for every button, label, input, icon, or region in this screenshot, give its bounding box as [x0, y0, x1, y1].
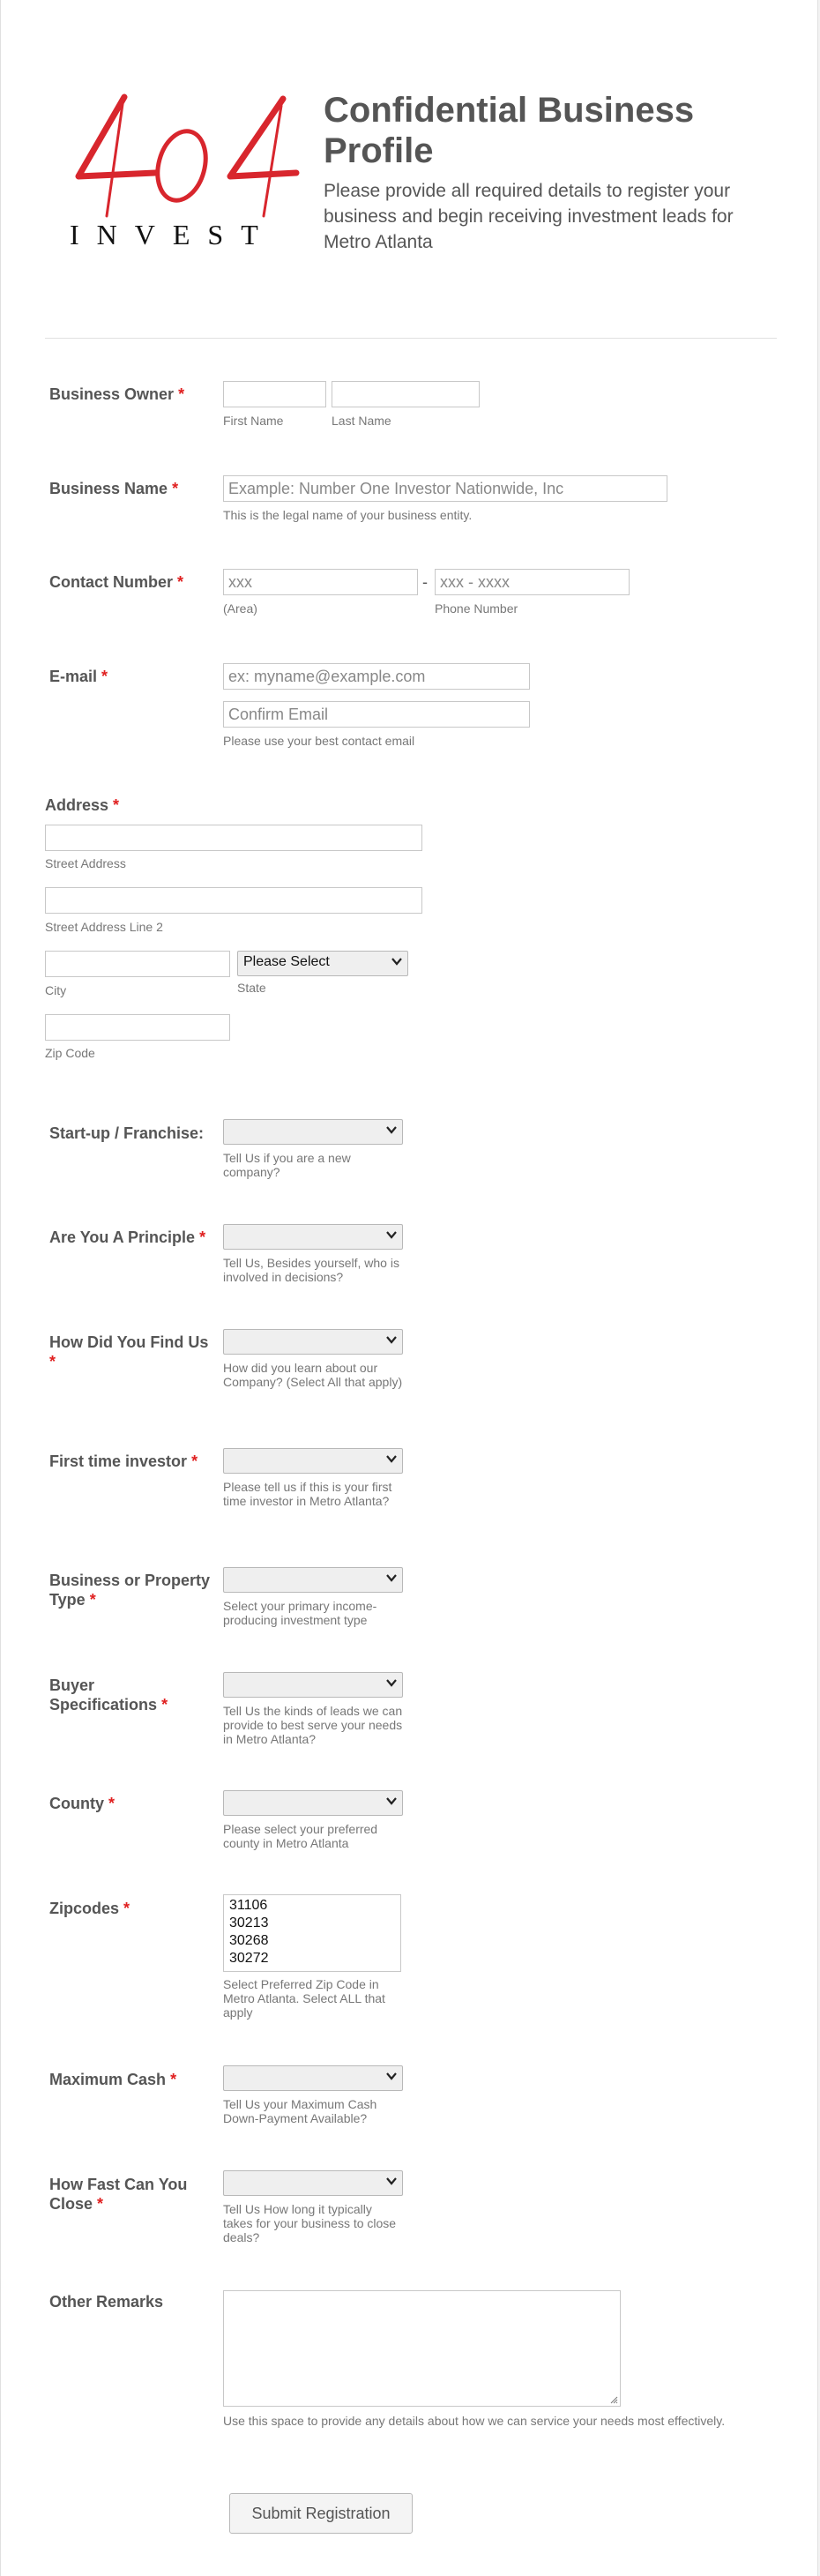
- max-cash-help: Tell Us your Maximum Cash Down-Payment Available?: [223, 2097, 377, 2125]
- remarks-help: Use this space to provide any details about how we can service your needs most effectively.: [223, 2414, 726, 2428]
- chevron-down-icon: [385, 2070, 398, 2082]
- first-time-help: Please tell us if this is your first time investor in Metro Atlanta?: [223, 1480, 392, 1508]
- zip-code-input[interactable]: [45, 1014, 230, 1041]
- email-label: E-mail *: [49, 668, 108, 685]
- property-type-label: Business or Property Type *: [49, 1572, 211, 1609]
- property-type-select[interactable]: [223, 1567, 403, 1593]
- chevron-down-icon: [385, 1228, 398, 1241]
- remarks-label: Other Remarks: [49, 2293, 164, 2311]
- phone-sublabel: Phone Number: [435, 601, 518, 616]
- principle-label: Are You A Principle *: [49, 1228, 206, 1246]
- chevron-down-icon: [385, 1676, 398, 1689]
- area-code-input[interactable]: xxx: [223, 569, 418, 595]
- area-sublabel: (Area): [223, 601, 257, 616]
- max-cash-select[interactable]: [223, 2065, 403, 2091]
- buyer-specs-label: Buyer Specifications *: [49, 1676, 168, 1714]
- buyer-specs-help: Tell Us the kinds of leads we can provide to best serve your needs in Metro Atlanta?: [223, 1704, 403, 1746]
- zipcode-option[interactable]: 30272: [229, 1951, 269, 1966]
- remarks-textarea[interactable]: [223, 2290, 621, 2407]
- submit-button[interactable]: Submit Registration: [229, 2493, 413, 2534]
- page-description: Please provide all required details to register your business and begin receiving investment leads for Metro Atlanta: [324, 181, 734, 252]
- chevron-down-icon: [385, 1795, 398, 1807]
- chevron-down-icon: [391, 955, 403, 967]
- find-us-label: How Did You Find Us *: [49, 1333, 209, 1370]
- first-name-sublabel: First Name: [223, 414, 284, 428]
- page-title: Confidential Business Profile: [324, 91, 695, 170]
- logo-404-mark: [63, 88, 301, 220]
- email-help: Please use your best contact email: [223, 734, 415, 748]
- startup-help: Tell Us if you are a new company?: [223, 1151, 351, 1179]
- logo-word: INVEST: [70, 219, 276, 250]
- chevron-down-icon: [385, 2175, 398, 2187]
- phone-number-input[interactable]: xxx - xxxx: [435, 569, 630, 595]
- header-divider: [45, 338, 777, 339]
- zipcodes-listbox[interactable]: [223, 1894, 401, 1972]
- zipcode-option[interactable]: 30213: [229, 1915, 269, 1930]
- find-us-help: How did you learn about our Company? (Select All that apply): [223, 1361, 403, 1389]
- email-input[interactable]: ex: myname@example.com: [223, 663, 530, 690]
- zipcode-option[interactable]: 31106: [229, 1898, 268, 1913]
- state-select[interactable]: Please Select: [237, 951, 408, 976]
- chevron-down-icon: [385, 1124, 398, 1136]
- state-sublabel: State: [237, 981, 266, 995]
- buyer-specs-select[interactable]: [223, 1672, 403, 1698]
- chevron-down-icon: [385, 1572, 398, 1584]
- street-address-input[interactable]: [45, 825, 422, 851]
- confirm-email-input[interactable]: Confirm Email: [223, 701, 530, 728]
- max-cash-label: Maximum Cash *: [49, 2071, 177, 2088]
- zipcode-option[interactable]: 30268: [229, 1933, 269, 1948]
- county-select[interactable]: [223, 1790, 403, 1816]
- first-time-select[interactable]: [223, 1448, 403, 1474]
- zipcodes-help: Select Preferred Zip Code in Metro Atlanta. Select ALL that apply: [223, 1977, 385, 2020]
- business-owner-label: Business Owner *: [49, 385, 185, 403]
- property-type-help: Select your primary income-producing investment type: [223, 1599, 377, 1627]
- resize-grip-icon[interactable]: [609, 2395, 618, 2404]
- county-help: Please select your preferred county in Metro Atlanta: [223, 1822, 378, 1850]
- address-label: Address *: [45, 796, 120, 814]
- close-speed-help: Tell Us How long it typically takes for your business to close deals?: [223, 2202, 397, 2244]
- find-us-select[interactable]: [223, 1329, 403, 1355]
- zipcodes-label: Zipcodes *: [49, 1900, 130, 1917]
- street-address-2-input[interactable]: [45, 887, 422, 914]
- phone-dash: -: [422, 573, 428, 591]
- startup-label: Start-up / Franchise:: [49, 1124, 205, 1142]
- chevron-down-icon: [385, 1333, 398, 1346]
- street-address-sublabel: Street Address: [45, 856, 126, 870]
- principle-select[interactable]: [223, 1224, 403, 1250]
- close-speed-select[interactable]: [223, 2170, 403, 2196]
- last-name-input[interactable]: [332, 381, 480, 407]
- last-name-sublabel: Last Name: [332, 414, 391, 428]
- city-input[interactable]: [45, 951, 230, 977]
- business-name-help: This is the legal name of your business entity.: [223, 508, 473, 522]
- business-name-label: Business Name *: [49, 480, 179, 497]
- city-sublabel: City: [45, 983, 67, 997]
- county-label: County *: [49, 1795, 116, 1812]
- startup-select[interactable]: [223, 1119, 403, 1145]
- contact-number-label: Contact Number *: [49, 573, 184, 591]
- principle-help: Tell Us, Besides yourself, who is involved in decisions?: [223, 1256, 399, 1284]
- first-time-label: First time investor *: [49, 1452, 198, 1470]
- zip-code-sublabel: Zip Code: [45, 1046, 95, 1060]
- first-name-input[interactable]: [223, 381, 326, 407]
- business-name-input[interactable]: Example: Number One Investor Nationwide, Inc: [223, 475, 667, 502]
- street-address-2-sublabel: Street Address Line 2: [45, 920, 163, 934]
- chevron-down-icon: [385, 1452, 398, 1465]
- close-speed-label: How Fast Can You Close *: [49, 2176, 188, 2213]
